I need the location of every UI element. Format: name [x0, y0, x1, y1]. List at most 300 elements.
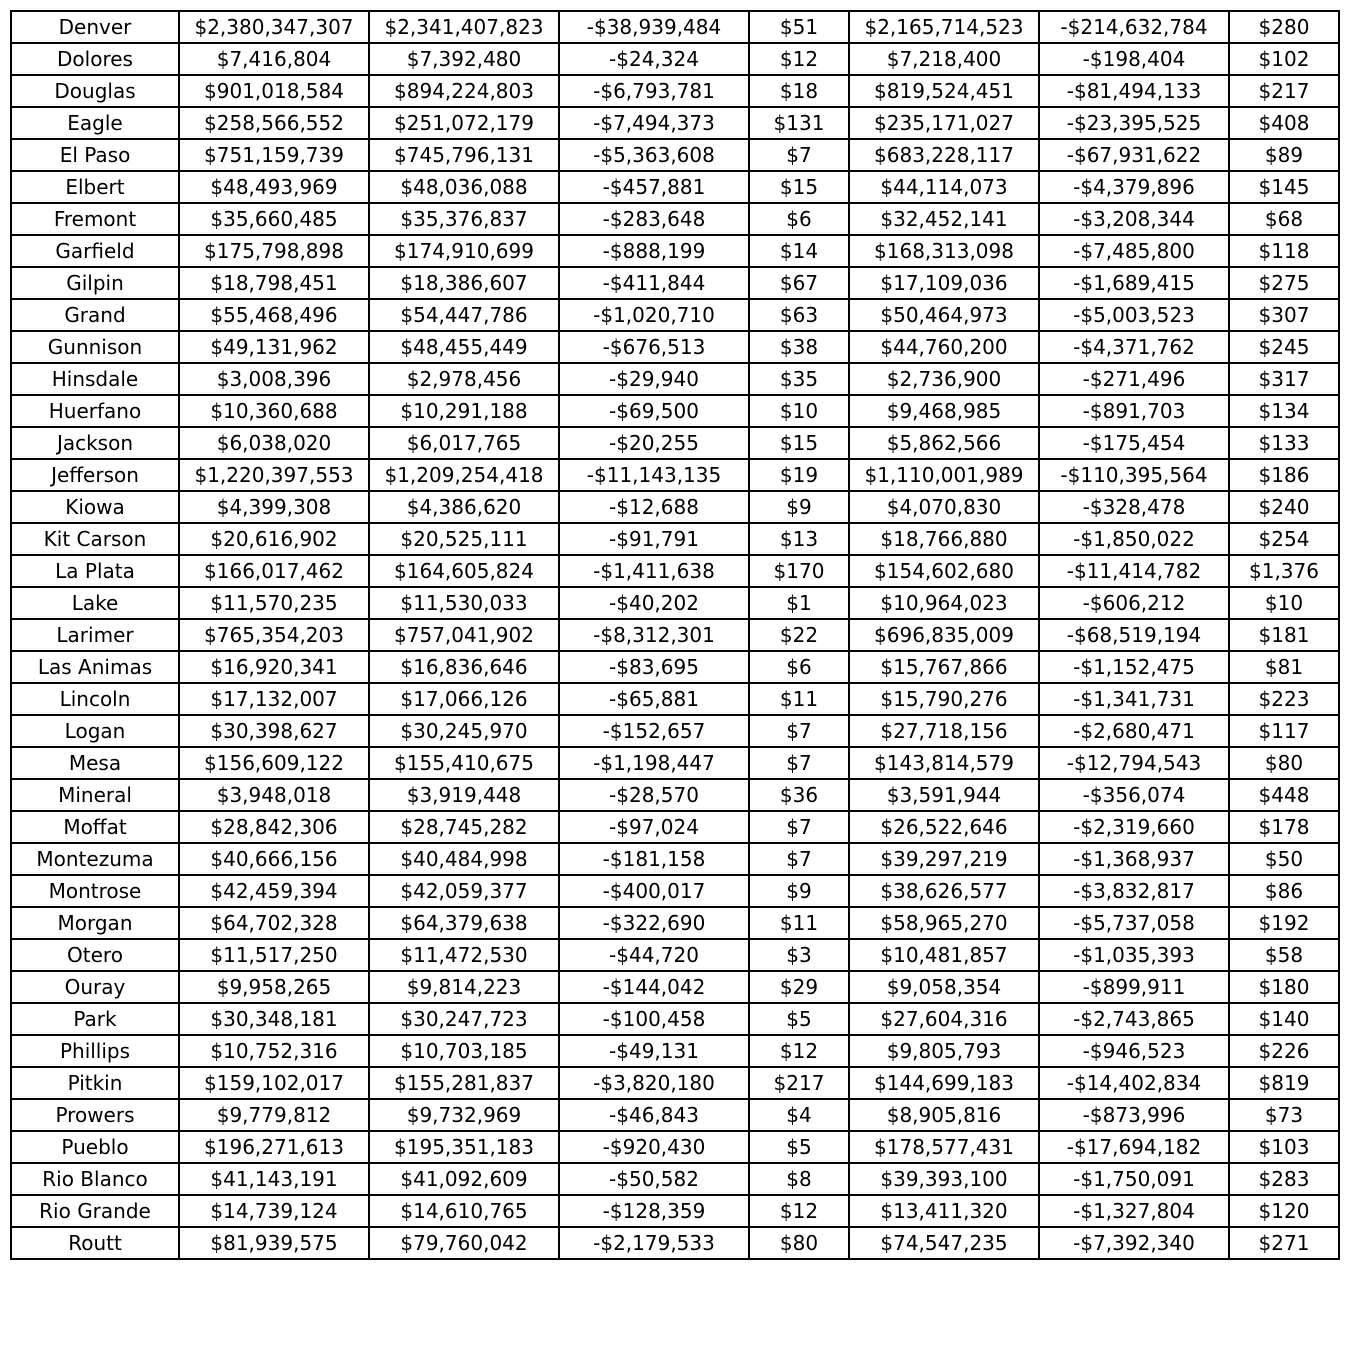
per-capita-cell-2: $81 — [1229, 651, 1339, 683]
value-cell-2: $10,703,185 — [369, 1035, 559, 1067]
value-cell-2: $195,351,183 — [369, 1131, 559, 1163]
table-row — [11, 43, 1339, 75]
per-capita-cell-1: $12 — [749, 43, 849, 75]
change-cell-2: -$1,689,415 — [1039, 267, 1229, 299]
county-name-cell: Huerfano — [11, 395, 179, 427]
per-capita-cell-1: $38 — [749, 331, 849, 363]
value-cell-3: $178,577,431 — [849, 1131, 1039, 1163]
table-row — [11, 171, 1339, 203]
per-capita-cell-2: $145 — [1229, 171, 1339, 203]
change-cell-1: -$7,494,373 — [559, 107, 749, 139]
change-cell-2: -$198,404 — [1039, 43, 1229, 75]
value-cell-3: $144,699,183 — [849, 1067, 1039, 1099]
change-cell-1: -$411,844 — [559, 267, 749, 299]
value-cell-3: $13,411,320 — [849, 1195, 1039, 1227]
value-cell-3: $8,905,816 — [849, 1099, 1039, 1131]
table-row — [11, 427, 1339, 459]
value-cell-3: $154,602,680 — [849, 555, 1039, 587]
change-cell-2: -$110,395,564 — [1039, 459, 1229, 491]
value-cell-1: $6,038,020 — [179, 427, 369, 459]
change-cell-1: -$50,582 — [559, 1163, 749, 1195]
value-cell-3: $44,114,073 — [849, 171, 1039, 203]
table-row — [11, 875, 1339, 907]
table-row — [11, 1035, 1339, 1067]
value-cell-2: $10,291,188 — [369, 395, 559, 427]
value-cell-3: $819,524,451 — [849, 75, 1039, 107]
per-capita-cell-1: $4 — [749, 1099, 849, 1131]
value-cell-2: $757,041,902 — [369, 619, 559, 651]
county-name-cell: Eagle — [11, 107, 179, 139]
per-capita-cell-2: $180 — [1229, 971, 1339, 1003]
value-cell-3: $5,862,566 — [849, 427, 1039, 459]
value-cell-3: $18,766,880 — [849, 523, 1039, 555]
value-cell-3: $7,218,400 — [849, 43, 1039, 75]
county-name-cell: Ouray — [11, 971, 179, 1003]
table-row — [11, 555, 1339, 587]
value-cell-3: $74,547,235 — [849, 1227, 1039, 1259]
value-cell-3: $1,110,001,989 — [849, 459, 1039, 491]
per-capita-cell-2: $73 — [1229, 1099, 1339, 1131]
county-name-cell: Gilpin — [11, 267, 179, 299]
county-name-cell: Gunnison — [11, 331, 179, 363]
per-capita-cell-2: $178 — [1229, 811, 1339, 843]
per-capita-cell-1: $14 — [749, 235, 849, 267]
value-cell-3: $4,070,830 — [849, 491, 1039, 523]
per-capita-cell-1: $12 — [749, 1195, 849, 1227]
change-cell-2: -$1,368,937 — [1039, 843, 1229, 875]
table-row — [11, 619, 1339, 651]
per-capita-cell-1: $5 — [749, 1003, 849, 1035]
table-row — [11, 267, 1339, 299]
per-capita-cell-1: $22 — [749, 619, 849, 651]
change-cell-2: -$1,035,393 — [1039, 939, 1229, 971]
value-cell-1: $17,132,007 — [179, 683, 369, 715]
table-row — [11, 139, 1339, 171]
value-cell-2: $20,525,111 — [369, 523, 559, 555]
change-cell-2: -$2,680,471 — [1039, 715, 1229, 747]
per-capita-cell-1: $5 — [749, 1131, 849, 1163]
value-cell-1: $35,660,485 — [179, 203, 369, 235]
value-cell-1: $7,416,804 — [179, 43, 369, 75]
change-cell-1: -$5,363,608 — [559, 139, 749, 171]
value-cell-2: $35,376,837 — [369, 203, 559, 235]
county-name-cell: Pitkin — [11, 1067, 179, 1099]
value-cell-2: $2,978,456 — [369, 363, 559, 395]
value-cell-2: $7,392,480 — [369, 43, 559, 75]
county-name-cell: Logan — [11, 715, 179, 747]
table-row — [11, 299, 1339, 331]
value-cell-3: $683,228,117 — [849, 139, 1039, 171]
change-cell-2: -$5,737,058 — [1039, 907, 1229, 939]
change-cell-2: -$68,519,194 — [1039, 619, 1229, 651]
table-body — [11, 11, 1339, 1259]
change-cell-1: -$97,024 — [559, 811, 749, 843]
value-cell-1: $156,609,122 — [179, 747, 369, 779]
per-capita-cell-2: $1,376 — [1229, 555, 1339, 587]
change-cell-1: -$69,500 — [559, 395, 749, 427]
value-cell-3: $235,171,027 — [849, 107, 1039, 139]
per-capita-cell-2: $181 — [1229, 619, 1339, 651]
value-cell-1: $11,517,250 — [179, 939, 369, 971]
value-cell-2: $11,530,033 — [369, 587, 559, 619]
table-row — [11, 1099, 1339, 1131]
change-cell-1: -$65,881 — [559, 683, 749, 715]
county-name-cell: Hinsdale — [11, 363, 179, 395]
change-cell-2: -$2,319,660 — [1039, 811, 1229, 843]
change-cell-1: -$100,458 — [559, 1003, 749, 1035]
table-row — [11, 683, 1339, 715]
table-row — [11, 363, 1339, 395]
county-name-cell: Morgan — [11, 907, 179, 939]
change-cell-2: -$356,074 — [1039, 779, 1229, 811]
value-cell-2: $6,017,765 — [369, 427, 559, 459]
value-cell-2: $9,732,969 — [369, 1099, 559, 1131]
value-cell-1: $901,018,584 — [179, 75, 369, 107]
value-cell-2: $30,247,723 — [369, 1003, 559, 1035]
change-cell-2: -$946,523 — [1039, 1035, 1229, 1067]
per-capita-cell-1: $217 — [749, 1067, 849, 1099]
change-cell-1: -$8,312,301 — [559, 619, 749, 651]
change-cell-2: -$328,478 — [1039, 491, 1229, 523]
value-cell-1: $9,958,265 — [179, 971, 369, 1003]
value-cell-2: $251,072,179 — [369, 107, 559, 139]
table-row — [11, 939, 1339, 971]
per-capita-cell-2: $271 — [1229, 1227, 1339, 1259]
per-capita-cell-1: $6 — [749, 651, 849, 683]
value-cell-2: $4,386,620 — [369, 491, 559, 523]
table-row — [11, 779, 1339, 811]
per-capita-cell-1: $170 — [749, 555, 849, 587]
value-cell-1: $166,017,462 — [179, 555, 369, 587]
per-capita-cell-1: $9 — [749, 875, 849, 907]
value-cell-1: $196,271,613 — [179, 1131, 369, 1163]
per-capita-cell-1: $19 — [749, 459, 849, 491]
change-cell-1: -$3,820,180 — [559, 1067, 749, 1099]
change-cell-1: -$12,688 — [559, 491, 749, 523]
table-row — [11, 331, 1339, 363]
county-name-cell: El Paso — [11, 139, 179, 171]
value-cell-2: $48,455,449 — [369, 331, 559, 363]
value-cell-2: $54,447,786 — [369, 299, 559, 331]
change-cell-1: -$457,881 — [559, 171, 749, 203]
change-cell-1: -$1,411,638 — [559, 555, 749, 587]
value-cell-3: $9,468,985 — [849, 395, 1039, 427]
value-cell-1: $11,570,235 — [179, 587, 369, 619]
change-cell-1: -$44,720 — [559, 939, 749, 971]
table-row — [11, 395, 1339, 427]
county-name-cell: Grand — [11, 299, 179, 331]
county-name-cell: Elbert — [11, 171, 179, 203]
per-capita-cell-2: $254 — [1229, 523, 1339, 555]
value-cell-1: $81,939,575 — [179, 1227, 369, 1259]
value-cell-1: $16,920,341 — [179, 651, 369, 683]
value-cell-1: $751,159,739 — [179, 139, 369, 171]
change-cell-1: -$152,657 — [559, 715, 749, 747]
value-cell-2: $164,605,824 — [369, 555, 559, 587]
value-cell-3: $32,452,141 — [849, 203, 1039, 235]
value-cell-1: $9,779,812 — [179, 1099, 369, 1131]
per-capita-cell-2: $448 — [1229, 779, 1339, 811]
change-cell-2: -$175,454 — [1039, 427, 1229, 459]
value-cell-2: $9,814,223 — [369, 971, 559, 1003]
per-capita-cell-1: $18 — [749, 75, 849, 107]
value-cell-3: $2,165,714,523 — [849, 11, 1039, 43]
per-capita-cell-1: $15 — [749, 171, 849, 203]
value-cell-1: $765,354,203 — [179, 619, 369, 651]
per-capita-cell-2: $10 — [1229, 587, 1339, 619]
county-name-cell: Rio Blanco — [11, 1163, 179, 1195]
per-capita-cell-2: $217 — [1229, 75, 1339, 107]
change-cell-2: -$7,485,800 — [1039, 235, 1229, 267]
change-cell-2: -$4,379,896 — [1039, 171, 1229, 203]
per-capita-cell-1: $7 — [749, 811, 849, 843]
value-cell-1: $42,459,394 — [179, 875, 369, 907]
value-cell-2: $18,386,607 — [369, 267, 559, 299]
change-cell-2: -$67,931,622 — [1039, 139, 1229, 171]
change-cell-1: -$676,513 — [559, 331, 749, 363]
per-capita-cell-2: $275 — [1229, 267, 1339, 299]
per-capita-cell-1: $10 — [749, 395, 849, 427]
value-cell-1: $49,131,962 — [179, 331, 369, 363]
value-cell-1: $14,739,124 — [179, 1195, 369, 1227]
per-capita-cell-1: $7 — [749, 139, 849, 171]
per-capita-cell-1: $9 — [749, 491, 849, 523]
per-capita-cell-2: $317 — [1229, 363, 1339, 395]
value-cell-2: $174,910,699 — [369, 235, 559, 267]
table-row — [11, 651, 1339, 683]
table-row — [11, 523, 1339, 555]
value-cell-1: $28,842,306 — [179, 811, 369, 843]
change-cell-2: -$1,327,804 — [1039, 1195, 1229, 1227]
per-capita-cell-1: $15 — [749, 427, 849, 459]
change-cell-2: -$12,794,543 — [1039, 747, 1229, 779]
value-cell-3: $27,718,156 — [849, 715, 1039, 747]
per-capita-cell-2: $120 — [1229, 1195, 1339, 1227]
value-cell-3: $3,591,944 — [849, 779, 1039, 811]
county-name-cell: Jefferson — [11, 459, 179, 491]
value-cell-3: $44,760,200 — [849, 331, 1039, 363]
value-cell-3: $2,736,900 — [849, 363, 1039, 395]
per-capita-cell-2: $307 — [1229, 299, 1339, 331]
county-name-cell: Larimer — [11, 619, 179, 651]
per-capita-cell-1: $11 — [749, 683, 849, 715]
value-cell-2: $42,059,377 — [369, 875, 559, 907]
change-cell-1: -$128,359 — [559, 1195, 749, 1227]
per-capita-cell-2: $133 — [1229, 427, 1339, 459]
change-cell-2: -$7,392,340 — [1039, 1227, 1229, 1259]
per-capita-cell-2: $102 — [1229, 43, 1339, 75]
change-cell-1: -$46,843 — [559, 1099, 749, 1131]
per-capita-cell-1: $7 — [749, 715, 849, 747]
county-name-cell: Phillips — [11, 1035, 179, 1067]
table-row — [11, 459, 1339, 491]
change-cell-1: -$283,648 — [559, 203, 749, 235]
county-name-cell: Denver — [11, 11, 179, 43]
value-cell-3: $143,814,579 — [849, 747, 1039, 779]
county-name-cell: Otero — [11, 939, 179, 971]
change-cell-1: -$11,143,135 — [559, 459, 749, 491]
change-cell-1: -$322,690 — [559, 907, 749, 939]
per-capita-cell-2: $134 — [1229, 395, 1339, 427]
change-cell-2: -$3,208,344 — [1039, 203, 1229, 235]
value-cell-3: $15,790,276 — [849, 683, 1039, 715]
per-capita-cell-2: $192 — [1229, 907, 1339, 939]
per-capita-cell-2: $86 — [1229, 875, 1339, 907]
county-name-cell: Pueblo — [11, 1131, 179, 1163]
value-cell-1: $4,399,308 — [179, 491, 369, 523]
value-cell-1: $18,798,451 — [179, 267, 369, 299]
change-cell-1: -$144,042 — [559, 971, 749, 1003]
value-cell-2: $2,341,407,823 — [369, 11, 559, 43]
county-name-cell: Prowers — [11, 1099, 179, 1131]
county-name-cell: Montrose — [11, 875, 179, 907]
per-capita-cell-2: $103 — [1229, 1131, 1339, 1163]
county-name-cell: Lincoln — [11, 683, 179, 715]
change-cell-2: -$1,341,731 — [1039, 683, 1229, 715]
per-capita-cell-2: $118 — [1229, 235, 1339, 267]
per-capita-cell-2: $89 — [1229, 139, 1339, 171]
value-cell-3: $27,604,316 — [849, 1003, 1039, 1035]
value-cell-3: $696,835,009 — [849, 619, 1039, 651]
per-capita-cell-1: $29 — [749, 971, 849, 1003]
county-name-cell: Las Animas — [11, 651, 179, 683]
county-name-cell: La Plata — [11, 555, 179, 587]
value-cell-2: $30,245,970 — [369, 715, 559, 747]
per-capita-cell-1: $3 — [749, 939, 849, 971]
change-cell-2: -$1,152,475 — [1039, 651, 1229, 683]
per-capita-cell-2: $117 — [1229, 715, 1339, 747]
value-cell-2: $48,036,088 — [369, 171, 559, 203]
per-capita-cell-2: $280 — [1229, 11, 1339, 43]
value-cell-1: $64,702,328 — [179, 907, 369, 939]
table-row — [11, 715, 1339, 747]
county-name-cell: Garfield — [11, 235, 179, 267]
change-cell-2: -$4,371,762 — [1039, 331, 1229, 363]
county-name-cell: Mesa — [11, 747, 179, 779]
table-row — [11, 1163, 1339, 1195]
county-name-cell: Routt — [11, 1227, 179, 1259]
per-capita-cell-1: $36 — [749, 779, 849, 811]
per-capita-cell-2: $80 — [1229, 747, 1339, 779]
county-table-container — [10, 10, 1338, 1260]
change-cell-2: -$271,496 — [1039, 363, 1229, 395]
value-cell-3: $58,965,270 — [849, 907, 1039, 939]
change-cell-2: -$11,414,782 — [1039, 555, 1229, 587]
change-cell-1: -$24,324 — [559, 43, 749, 75]
per-capita-cell-1: $12 — [749, 1035, 849, 1067]
value-cell-2: $41,092,609 — [369, 1163, 559, 1195]
change-cell-2: -$1,750,091 — [1039, 1163, 1229, 1195]
per-capita-cell-1: $131 — [749, 107, 849, 139]
value-cell-2: $14,610,765 — [369, 1195, 559, 1227]
value-cell-2: $79,760,042 — [369, 1227, 559, 1259]
county-name-cell: Lake — [11, 587, 179, 619]
change-cell-2: -$214,632,784 — [1039, 11, 1229, 43]
value-cell-3: $15,767,866 — [849, 651, 1039, 683]
value-cell-3: $38,626,577 — [849, 875, 1039, 907]
change-cell-2: -$5,003,523 — [1039, 299, 1229, 331]
per-capita-cell-1: $13 — [749, 523, 849, 555]
change-cell-1: -$1,020,710 — [559, 299, 749, 331]
per-capita-cell-2: $240 — [1229, 491, 1339, 523]
value-cell-1: $2,380,347,307 — [179, 11, 369, 43]
per-capita-cell-2: $186 — [1229, 459, 1339, 491]
change-cell-1: -$38,939,484 — [559, 11, 749, 43]
value-cell-2: $745,796,131 — [369, 139, 559, 171]
per-capita-cell-2: $68 — [1229, 203, 1339, 235]
per-capita-cell-1: $35 — [749, 363, 849, 395]
per-capita-cell-2: $226 — [1229, 1035, 1339, 1067]
per-capita-cell-1: $1 — [749, 587, 849, 619]
value-cell-2: $894,224,803 — [369, 75, 559, 107]
table-row — [11, 1003, 1339, 1035]
table-row — [11, 811, 1339, 843]
value-cell-3: $26,522,646 — [849, 811, 1039, 843]
value-cell-3: $168,313,098 — [849, 235, 1039, 267]
change-cell-1: -$20,255 — [559, 427, 749, 459]
per-capita-cell-2: $283 — [1229, 1163, 1339, 1195]
per-capita-cell-1: $8 — [749, 1163, 849, 1195]
value-cell-1: $41,143,191 — [179, 1163, 369, 1195]
change-cell-1: -$49,131 — [559, 1035, 749, 1067]
change-cell-1: -$888,199 — [559, 235, 749, 267]
value-cell-3: $9,058,354 — [849, 971, 1039, 1003]
per-capita-cell-1: $11 — [749, 907, 849, 939]
change-cell-2: -$606,212 — [1039, 587, 1229, 619]
per-capita-cell-1: $51 — [749, 11, 849, 43]
per-capita-cell-2: $245 — [1229, 331, 1339, 363]
value-cell-1: $40,666,156 — [179, 843, 369, 875]
county-name-cell: Jackson — [11, 427, 179, 459]
county-table — [10, 10, 1340, 1260]
table-row — [11, 107, 1339, 139]
value-cell-1: $10,752,316 — [179, 1035, 369, 1067]
value-cell-1: $1,220,397,553 — [179, 459, 369, 491]
table-row — [11, 203, 1339, 235]
value-cell-1: $30,348,181 — [179, 1003, 369, 1035]
value-cell-2: $28,745,282 — [369, 811, 559, 843]
value-cell-3: $39,297,219 — [849, 843, 1039, 875]
table-row — [11, 11, 1339, 43]
change-cell-1: -$6,793,781 — [559, 75, 749, 107]
change-cell-1: -$40,202 — [559, 587, 749, 619]
value-cell-1: $10,360,688 — [179, 395, 369, 427]
value-cell-3: $50,464,973 — [849, 299, 1039, 331]
county-name-cell: Mineral — [11, 779, 179, 811]
county-name-cell: Fremont — [11, 203, 179, 235]
value-cell-1: $159,102,017 — [179, 1067, 369, 1099]
change-cell-2: -$17,694,182 — [1039, 1131, 1229, 1163]
table-row — [11, 747, 1339, 779]
per-capita-cell-2: $408 — [1229, 107, 1339, 139]
county-name-cell: Rio Grande — [11, 1195, 179, 1227]
per-capita-cell-2: $58 — [1229, 939, 1339, 971]
per-capita-cell-2: $50 — [1229, 843, 1339, 875]
per-capita-cell-1: $63 — [749, 299, 849, 331]
table-row — [11, 75, 1339, 107]
change-cell-1: -$920,430 — [559, 1131, 749, 1163]
value-cell-3: $17,109,036 — [849, 267, 1039, 299]
change-cell-1: -$91,791 — [559, 523, 749, 555]
change-cell-1: -$2,179,533 — [559, 1227, 749, 1259]
value-cell-1: $30,398,627 — [179, 715, 369, 747]
per-capita-cell-2: $819 — [1229, 1067, 1339, 1099]
value-cell-2: $155,410,675 — [369, 747, 559, 779]
per-capita-cell-1: $7 — [749, 843, 849, 875]
table-row — [11, 971, 1339, 1003]
change-cell-1: -$1,198,447 — [559, 747, 749, 779]
table-row — [11, 491, 1339, 523]
